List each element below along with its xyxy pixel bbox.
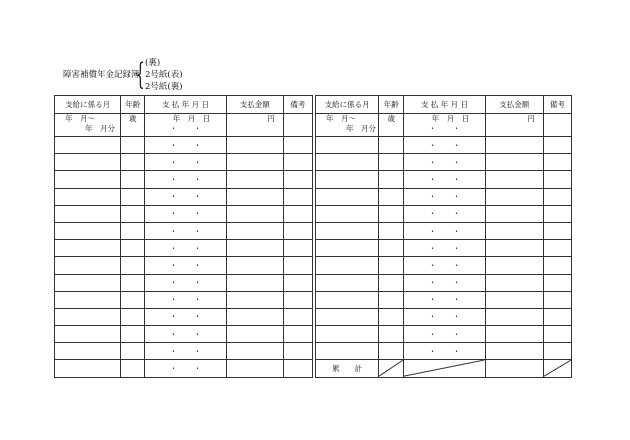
- month-cell[interactable]: [55, 291, 121, 308]
- remarks-cell[interactable]: [543, 257, 571, 274]
- age-cell[interactable]: [379, 188, 404, 205]
- age-cell[interactable]: [379, 326, 404, 343]
- date-separators: ・ ・: [169, 157, 202, 167]
- month-cell[interactable]: [55, 154, 121, 171]
- table-row: [55, 291, 572, 308]
- date-cell[interactable]: [404, 222, 485, 239]
- date-cell[interactable]: [145, 240, 226, 257]
- date-cell[interactable]: 年 月 日 ・ ・: [145, 114, 226, 137]
- date-cell[interactable]: [145, 274, 226, 291]
- amount-cell[interactable]: [226, 222, 283, 239]
- col-header-amount: 支払金額: [226, 96, 283, 114]
- date-cell[interactable]: [145, 154, 226, 171]
- date-separators: ・ ・: [169, 226, 202, 236]
- date-separators: ・ ・: [169, 174, 202, 184]
- amount-cell[interactable]: [226, 171, 283, 188]
- col-header-age: 年齢: [379, 96, 404, 114]
- date-separators: ・ ・: [169, 295, 202, 305]
- month-cell[interactable]: [55, 171, 121, 188]
- month-cell[interactable]: [55, 343, 121, 360]
- age-cell-crossed: [379, 360, 404, 377]
- amount-cell[interactable]: [485, 137, 543, 154]
- month-cell[interactable]: [315, 343, 378, 360]
- table-row: [55, 205, 572, 222]
- form-option: (裏): [145, 58, 161, 68]
- age-cell[interactable]: [121, 274, 145, 291]
- month-cell[interactable]: [315, 274, 378, 291]
- remarks-cell[interactable]: [543, 137, 571, 154]
- date-separators: ・ ・: [428, 260, 461, 270]
- date-cell[interactable]: [404, 171, 485, 188]
- age-cell[interactable]: [121, 257, 145, 274]
- amount-cell[interactable]: [226, 326, 283, 343]
- date-separators: ・ ・: [428, 329, 461, 339]
- month-cell[interactable]: [315, 188, 378, 205]
- remarks-cell[interactable]: [283, 114, 312, 137]
- remarks-cell[interactable]: [283, 240, 312, 257]
- date-separators: ・ ・: [428, 243, 461, 253]
- amount-cell[interactable]: [226, 205, 283, 222]
- remarks-cell[interactable]: [283, 257, 312, 274]
- month-cell[interactable]: [55, 222, 121, 239]
- amount-cell[interactable]: [226, 257, 283, 274]
- col-header-remarks: 備考: [543, 96, 571, 114]
- month-cell[interactable]: [315, 205, 378, 222]
- date-separators: ・ ・: [169, 140, 202, 150]
- month-cell[interactable]: [55, 240, 121, 257]
- age-cell[interactable]: [121, 360, 145, 377]
- date-cell[interactable]: [404, 154, 485, 171]
- amount-cell[interactable]: 円: [485, 114, 543, 137]
- month-cell[interactable]: [55, 137, 121, 154]
- table-row: [55, 326, 572, 343]
- date-cell[interactable]: [404, 257, 485, 274]
- table-row: [55, 114, 572, 137]
- col-header-age: 年齢: [121, 96, 145, 114]
- date-cell[interactable]: [404, 291, 485, 308]
- date-separators: ・ ・: [428, 209, 461, 219]
- date-separators: ・ ・: [169, 329, 202, 339]
- form-title: 障害補償年金記録簿: [63, 70, 140, 80]
- date-cell[interactable]: [145, 257, 226, 274]
- remarks-cell[interactable]: [283, 308, 312, 325]
- remarks-cell[interactable]: [283, 137, 312, 154]
- amount-cell[interactable]: [485, 171, 543, 188]
- date-separators: ・ ・: [428, 157, 461, 167]
- table-row: [55, 308, 572, 325]
- date-cell[interactable]: [404, 326, 485, 343]
- month-cell[interactable]: [55, 308, 121, 325]
- remarks-cell[interactable]: [543, 171, 571, 188]
- month-cell[interactable]: [315, 222, 378, 239]
- date-cell[interactable]: 年 月 日 ・ ・: [404, 114, 485, 137]
- month-cell[interactable]: [55, 205, 121, 222]
- total-label: 累 計: [315, 360, 378, 377]
- date-separators: ・ ・: [428, 312, 461, 322]
- month-cell[interactable]: [315, 257, 378, 274]
- remarks-cell[interactable]: [283, 360, 312, 377]
- age-cell[interactable]: [379, 205, 404, 222]
- date-separators: ・ ・: [428, 140, 461, 150]
- amount-cell[interactable]: [485, 257, 543, 274]
- col-header-date: 支 払 年 月 日: [145, 96, 226, 114]
- amount-cell[interactable]: [485, 291, 543, 308]
- form-option: 2号紙(表): [145, 70, 183, 80]
- table-row: [55, 274, 572, 291]
- age-cell[interactable]: [379, 137, 404, 154]
- date-separators: ・ ・: [428, 174, 461, 184]
- date-cell[interactable]: [145, 205, 226, 222]
- date-separators: ・ ・: [428, 278, 461, 288]
- age-cell[interactable]: [379, 343, 404, 360]
- month-cell[interactable]: [55, 188, 121, 205]
- amount-cell[interactable]: [226, 154, 283, 171]
- table-row: [55, 188, 572, 205]
- remarks-cell[interactable]: [543, 274, 571, 291]
- table-row: [55, 171, 572, 188]
- amount-cell[interactable]: [485, 308, 543, 325]
- date-separators: ・ ・: [169, 124, 202, 133]
- age-cell[interactable]: [121, 308, 145, 325]
- date-cell[interactable]: [145, 291, 226, 308]
- col-header-month: 支給に係る月: [55, 96, 121, 114]
- age-cell[interactable]: [379, 257, 404, 274]
- date-separators: ・ ・: [169, 312, 202, 322]
- amount-cell[interactable]: [485, 343, 543, 360]
- age-cell[interactable]: [121, 188, 145, 205]
- remarks-cell[interactable]: [543, 205, 571, 222]
- remarks-cell[interactable]: [283, 188, 312, 205]
- date-cell[interactable]: [145, 222, 226, 239]
- amount-cell[interactable]: [226, 274, 283, 291]
- header-row: [55, 96, 572, 114]
- remarks-cell-crossed: [543, 360, 571, 377]
- amount-cell[interactable]: [226, 308, 283, 325]
- col-header-month: 支給に係る月: [315, 96, 378, 114]
- amount-cell[interactable]: [226, 360, 283, 377]
- date-separators: ・ ・: [428, 346, 461, 356]
- month-cell[interactable]: [315, 171, 378, 188]
- remarks-cell[interactable]: [543, 326, 571, 343]
- col-header-amount: 支払金額: [485, 96, 543, 114]
- age-cell[interactable]: [121, 343, 145, 360]
- month-cell[interactable]: [315, 291, 378, 308]
- remarks-cell[interactable]: [543, 154, 571, 171]
- age-cell[interactable]: [121, 326, 145, 343]
- month-cell[interactable]: [55, 360, 121, 377]
- age-cell[interactable]: [379, 291, 404, 308]
- age-cell[interactable]: [379, 171, 404, 188]
- date-separators: ・ ・: [428, 295, 461, 305]
- form-options: [145, 57, 183, 93]
- age-cell[interactable]: [121, 171, 145, 188]
- table-row: [55, 343, 572, 360]
- col-header-date: 支 払 年 月 日: [404, 96, 485, 114]
- date-cell[interactable]: [404, 240, 485, 257]
- month-cell[interactable]: [55, 326, 121, 343]
- remarks-cell[interactable]: [283, 154, 312, 171]
- date-cell[interactable]: [404, 274, 485, 291]
- amount-cell[interactable]: [226, 188, 283, 205]
- amount-cell[interactable]: [226, 137, 283, 154]
- date-cell[interactable]: [404, 308, 485, 325]
- month-cell[interactable]: [315, 326, 378, 343]
- month-cell[interactable]: [55, 274, 121, 291]
- amount-cell[interactable]: [226, 291, 283, 308]
- age-cell[interactable]: 歳: [379, 114, 404, 137]
- amount-cell[interactable]: [485, 154, 543, 171]
- table-row: [55, 154, 572, 171]
- remarks-cell[interactable]: [283, 222, 312, 239]
- brace-symbol: {: [136, 57, 145, 92]
- col-header-remarks: 備考: [283, 96, 312, 114]
- month-cell[interactable]: 年 月～ 年 月分: [55, 114, 121, 137]
- month-cell[interactable]: [55, 257, 121, 274]
- date-separators: ・ ・: [428, 124, 461, 133]
- age-cell[interactable]: [379, 222, 404, 239]
- amount-cell[interactable]: [485, 326, 543, 343]
- amount-cell[interactable]: [485, 188, 543, 205]
- age-cell[interactable]: [121, 205, 145, 222]
- remarks-cell[interactable]: [543, 240, 571, 257]
- date-cell[interactable]: [404, 343, 485, 360]
- date-cell[interactable]: [145, 137, 226, 154]
- amount-cell[interactable]: [485, 360, 543, 377]
- date-separators: ・ ・: [169, 278, 202, 288]
- ledger-table: [54, 95, 572, 378]
- date-separators: ・ ・: [169, 192, 202, 202]
- date-cell[interactable]: [145, 343, 226, 360]
- month-cell[interactable]: [315, 137, 378, 154]
- amount-cell[interactable]: [226, 343, 283, 360]
- date-cell[interactable]: [145, 188, 226, 205]
- remarks-cell[interactable]: [543, 343, 571, 360]
- age-cell[interactable]: [121, 137, 145, 154]
- month-cell[interactable]: 年 月～ 年 月分: [315, 114, 378, 137]
- age-cell[interactable]: 歳: [121, 114, 145, 137]
- remarks-cell[interactable]: [543, 222, 571, 239]
- remarks-cell[interactable]: [283, 274, 312, 291]
- date-separators: ・ ・: [169, 346, 202, 356]
- date-separators: ・ ・: [428, 226, 461, 236]
- age-cell[interactable]: [379, 240, 404, 257]
- remarks-cell[interactable]: [283, 343, 312, 360]
- month-cell[interactable]: [315, 154, 378, 171]
- amount-cell[interactable]: [226, 240, 283, 257]
- amount-cell[interactable]: [485, 240, 543, 257]
- form-option: 2号紙(裏): [145, 82, 183, 92]
- remarks-cell[interactable]: [543, 188, 571, 205]
- table-row: [55, 257, 572, 274]
- date-cell[interactable]: [404, 137, 485, 154]
- table-row: [55, 240, 572, 257]
- date-cell-crossed: [404, 360, 485, 377]
- amount-cell[interactable]: [485, 222, 543, 239]
- amount-cell[interactable]: 円: [226, 114, 283, 137]
- date-separators: ・ ・: [169, 260, 202, 270]
- table-row: [55, 222, 572, 239]
- total-row: [55, 360, 572, 377]
- amount-cell[interactable]: [485, 274, 543, 291]
- remarks-cell[interactable]: [543, 114, 571, 137]
- remarks-cell[interactable]: [283, 291, 312, 308]
- table-row: [55, 137, 572, 154]
- remarks-cell[interactable]: [543, 291, 571, 308]
- date-separators: ・ ・: [169, 209, 202, 219]
- age-cell[interactable]: [379, 308, 404, 325]
- date-cell[interactable]: [145, 308, 226, 325]
- age-cell[interactable]: [379, 274, 404, 291]
- date-cell[interactable]: [145, 171, 226, 188]
- remarks-cell[interactable]: [283, 326, 312, 343]
- date-separators: ・ ・: [169, 364, 202, 374]
- remarks-cell[interactable]: [283, 171, 312, 188]
- age-cell[interactable]: [121, 154, 145, 171]
- age-cell[interactable]: [121, 291, 145, 308]
- date-separators: ・ ・: [428, 192, 461, 202]
- remarks-cell[interactable]: [543, 308, 571, 325]
- age-cell[interactable]: [121, 240, 145, 257]
- remarks-cell[interactable]: [283, 205, 312, 222]
- date-cell[interactable]: [404, 188, 485, 205]
- date-cell[interactable]: [145, 326, 226, 343]
- age-cell[interactable]: [379, 154, 404, 171]
- date-cell[interactable]: [145, 360, 226, 377]
- date-cell[interactable]: [404, 205, 485, 222]
- date-separators: ・ ・: [169, 243, 202, 253]
- month-cell[interactable]: [315, 240, 378, 257]
- month-cell[interactable]: [315, 308, 378, 325]
- amount-cell[interactable]: [485, 205, 543, 222]
- age-cell[interactable]: [121, 222, 145, 239]
